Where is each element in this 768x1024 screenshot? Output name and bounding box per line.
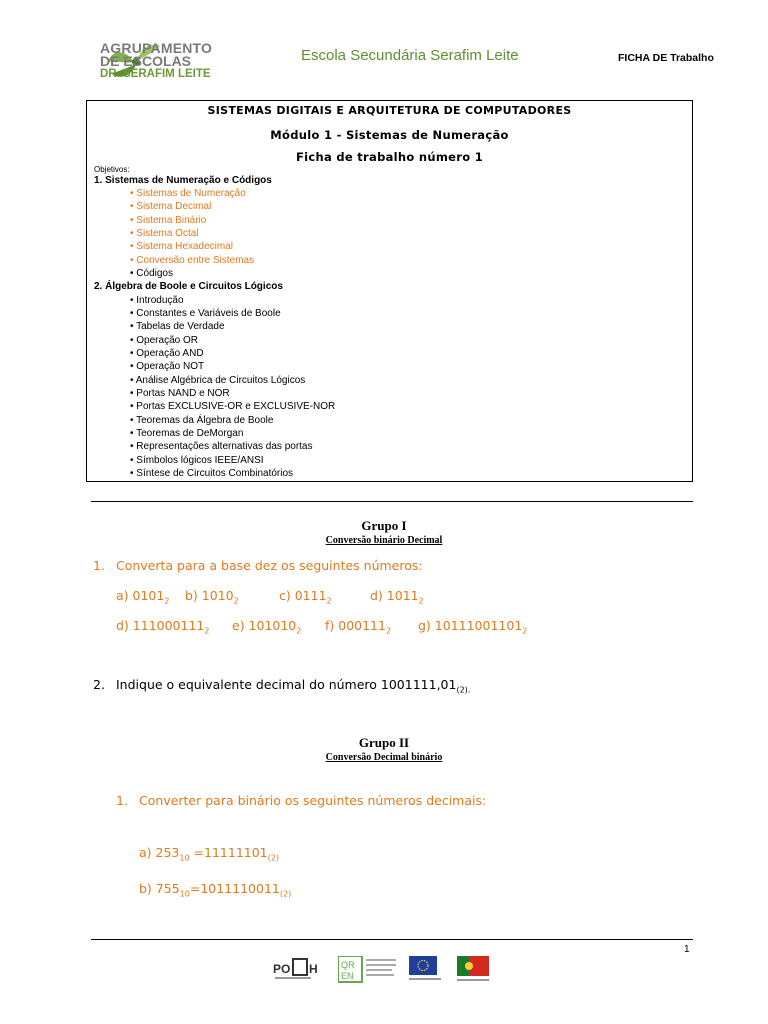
answer-item: b) $755_{10}=1011110011_{(2)}$ xyxy=(139,881,292,899)
group-1-heading xyxy=(0,518,768,546)
eu-flag-icon xyxy=(409,956,445,984)
question-number: 1. xyxy=(93,558,105,573)
group-2-heading xyxy=(0,735,768,763)
exercise-item: a) $0101_2$ xyxy=(116,588,170,606)
question-text: Converter para binário os seguintes números decimais: xyxy=(139,793,487,808)
section-2-item: • Operação OR xyxy=(130,335,198,346)
course-title: SISTEMAS DIGITAIS E ARQUITETURA DE COMPUTADORES xyxy=(207,104,572,117)
section-1-item: • Conversão entre Sistemas xyxy=(130,255,255,266)
section-2-item: • Análise Algébrica de Circuitos Lógicos xyxy=(130,375,306,386)
section-1-item: • Sistema Decimal xyxy=(130,201,212,212)
group-2-subtitle: Conversão Decimal binário xyxy=(325,752,443,763)
page-number: 1 xyxy=(684,944,690,955)
section-2-item: • Introdução xyxy=(130,295,184,306)
question-number: 2. xyxy=(93,677,105,692)
module-title: Módulo 1 - Sistemas de Numeração xyxy=(270,128,509,142)
group-2-title: Grupo II xyxy=(358,735,410,750)
exercise-item: g) $10111001101_2$ xyxy=(418,618,528,636)
group-1-subtitle: Conversão binário Decimal xyxy=(325,535,443,546)
exercise-item: c) $0111_2$ xyxy=(279,588,332,606)
section-1-item: • Sistemas de Numeração xyxy=(130,188,246,199)
section-2-item: • Símbolos lógicos IEEE/ANSI xyxy=(130,455,264,466)
exercise-item: d) $1011_2$ xyxy=(370,588,424,606)
portugal-flag-icon xyxy=(457,956,493,984)
section-2-item: • Operação AND xyxy=(130,348,204,359)
section-2-item: • Operação NOT xyxy=(130,361,205,372)
exercise-item: b) $1010_2$ xyxy=(185,588,239,606)
section-2-item: • Representações alternativas das portas xyxy=(130,441,313,452)
school-name: Escola Secundária Serafim Leite xyxy=(301,47,519,64)
section-2-item: • Portas EXCLUSIVE-OR e EXCLUSIVE-NOR xyxy=(130,401,336,412)
question-text: Indique o equivalente decimal do número $1001111,01_{(2).}$ xyxy=(116,677,471,695)
svg-text:PO: PO xyxy=(273,962,291,976)
exercise-item: d) $111000111_2$ xyxy=(116,618,210,636)
section-2-heading: 2. Álgebra de Boole e Circuitos Lógicos xyxy=(94,281,283,292)
section-2-item: • Constantes e Variáveis de Boole xyxy=(130,308,281,319)
section-2-item: • Teoremas da Álgebra de Boole xyxy=(130,415,274,426)
svg-text:H: H xyxy=(309,962,318,976)
svg-text:QR: QR xyxy=(341,960,355,970)
question-number: 1. xyxy=(116,793,128,808)
question-text: Converta para a base dez os seguintes números: xyxy=(116,558,423,573)
document-type: FICHA DE Trabalho xyxy=(618,52,714,64)
section-2-item: • Portas NAND e NOR xyxy=(130,388,230,399)
divider xyxy=(91,501,693,502)
section-1-item: • Sistema Binário xyxy=(130,215,207,226)
logo-line-1: AGRUPAMENTO xyxy=(100,40,213,56)
section-2-item: • Tabelas de Verdade xyxy=(130,321,225,332)
qren-logo-icon xyxy=(338,956,400,984)
school-logo-text xyxy=(100,42,212,81)
group-1-title: Grupo I xyxy=(361,518,407,533)
worksheet-title: Ficha de trabalho número 1 xyxy=(295,150,484,164)
section-1-item: • Sistema Octal xyxy=(130,228,199,239)
svg-text:EN: EN xyxy=(341,971,354,981)
section-1-heading: 1. Sistemas de Numeração e Códigos xyxy=(94,175,272,186)
poph-logo-icon xyxy=(273,955,325,983)
answer-item: a) $253_{10} =11111101_{(2)}$ xyxy=(139,845,279,863)
exercise-item: e) $101010_2$ xyxy=(232,618,302,636)
objectives-label: Objetivos: xyxy=(94,165,130,174)
footer-divider xyxy=(91,939,693,940)
logo-line-3: DR. SERAFIM LEITE xyxy=(100,68,211,80)
section-2-item: • Síntese de Circuitos Combinatórios xyxy=(130,468,294,479)
section-1-item: • Códigos xyxy=(130,268,173,279)
objectives-box xyxy=(86,100,693,482)
section-1-item: • Sistema Hexadecimal xyxy=(130,241,233,252)
section-2-item: • Teoremas de DeMorgan xyxy=(130,428,244,439)
logo-line-2: DE ESCOLAS xyxy=(100,53,192,69)
exercise-item: f) $000111_2$ xyxy=(325,618,392,636)
